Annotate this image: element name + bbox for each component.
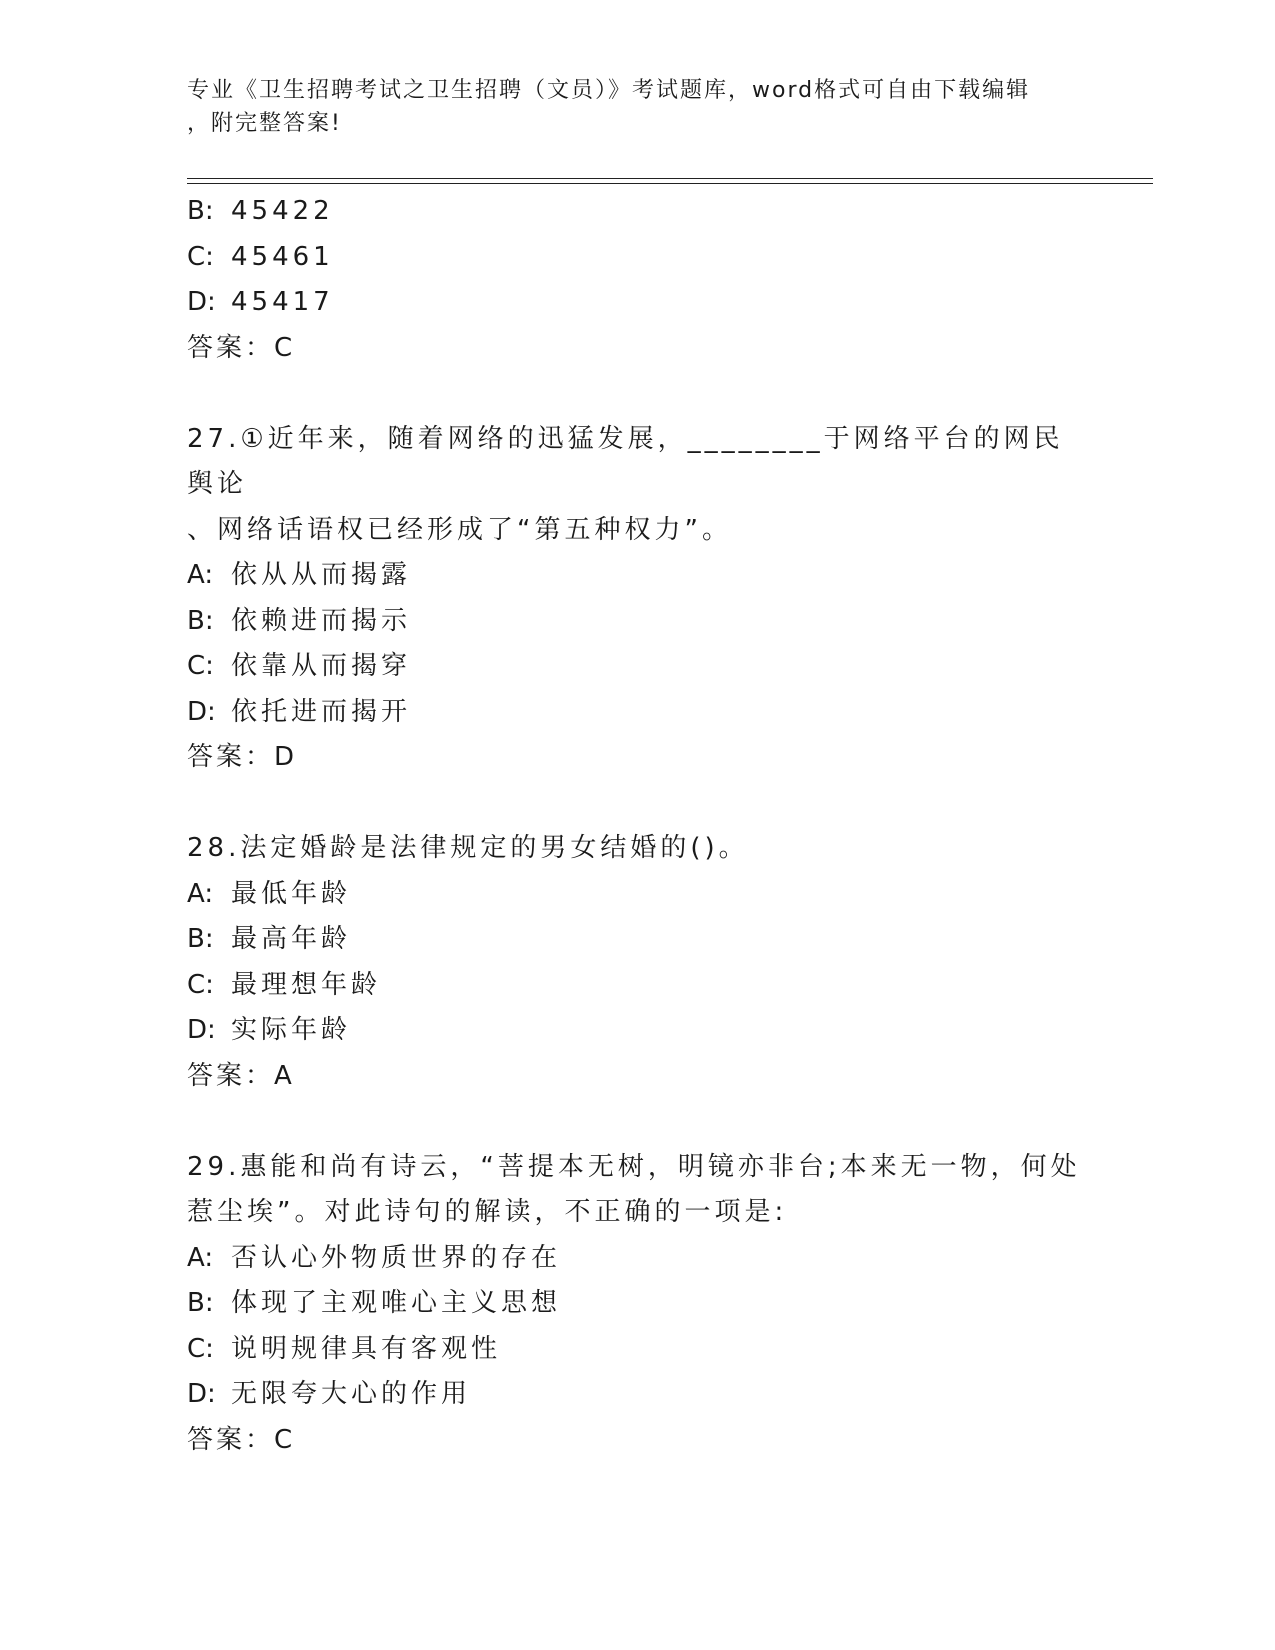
option-b: B: 体现了主观唯心主义思想 [187, 1288, 562, 1318]
option-c: C: 最理想年龄 [187, 969, 382, 1000]
option-a: A: 否认心外物质世界的存在 [187, 1242, 562, 1273]
question-block-prev [187, 189, 1087, 371]
answer-line: 答案：C [187, 1424, 296, 1455]
option-b: B: 最高年龄 [187, 924, 352, 954]
question-list [187, 189, 1087, 1463]
spacer [187, 781, 1087, 827]
option-b: B: 45422 [187, 196, 334, 226]
question-block-28 [187, 826, 1087, 1099]
answer-line: 答案：D [187, 742, 298, 772]
option-a: A: 最低年龄 [187, 878, 352, 909]
question-block-27 [187, 417, 1087, 781]
header-rule-bottom [187, 183, 1153, 184]
question-text-line-1: 29.惠能和尚有诗云，“菩提本无树，明镜亦非台;本来无一物，何处 [187, 1151, 1081, 1182]
option-c: C: 说明规律具有客观性 [187, 1333, 502, 1364]
spacer [187, 371, 1087, 417]
option-b: B: 依赖进而揭示 [187, 605, 412, 636]
option-d: D: 依托进而揭开 [187, 696, 412, 727]
option-c: C: 依靠从而揭穿 [187, 651, 412, 681]
answer-line: 答案：C [187, 332, 296, 363]
option-a: A: 依从从而揭露 [187, 560, 412, 590]
option-d: D: 无限夸大心的作用 [187, 1379, 472, 1409]
option-c: C: 45461 [187, 241, 334, 272]
question-text-line-1: 28.法定婚龄是法律规定的男女结婚的()。 [187, 833, 749, 863]
spacer [187, 1099, 1087, 1145]
question-text-line-2: 、网络话语权已经形成了“第五种权力”。 [187, 514, 732, 545]
header-line-1: 专业《卫生招聘考试之卫生招聘（文员）》考试题库，word格式可自由下载编辑 [187, 78, 1031, 103]
header-line-2: ，附完整答案! [187, 111, 342, 136]
document-header [187, 74, 1067, 140]
header-rule-top [187, 178, 1153, 179]
option-d: D: 实际年龄 [187, 1015, 352, 1045]
question-block-29 [187, 1145, 1087, 1464]
answer-line: 答案：A [187, 1060, 295, 1091]
question-text-line-2: 惹尘埃”。对此诗句的解读，不正确的一项是: [187, 1197, 788, 1227]
option-d: D: 45417 [187, 287, 334, 317]
question-text-line-1: 27.①近年来，随着网络的迅猛发展，________于网络平台的网民舆论 [187, 423, 1064, 499]
